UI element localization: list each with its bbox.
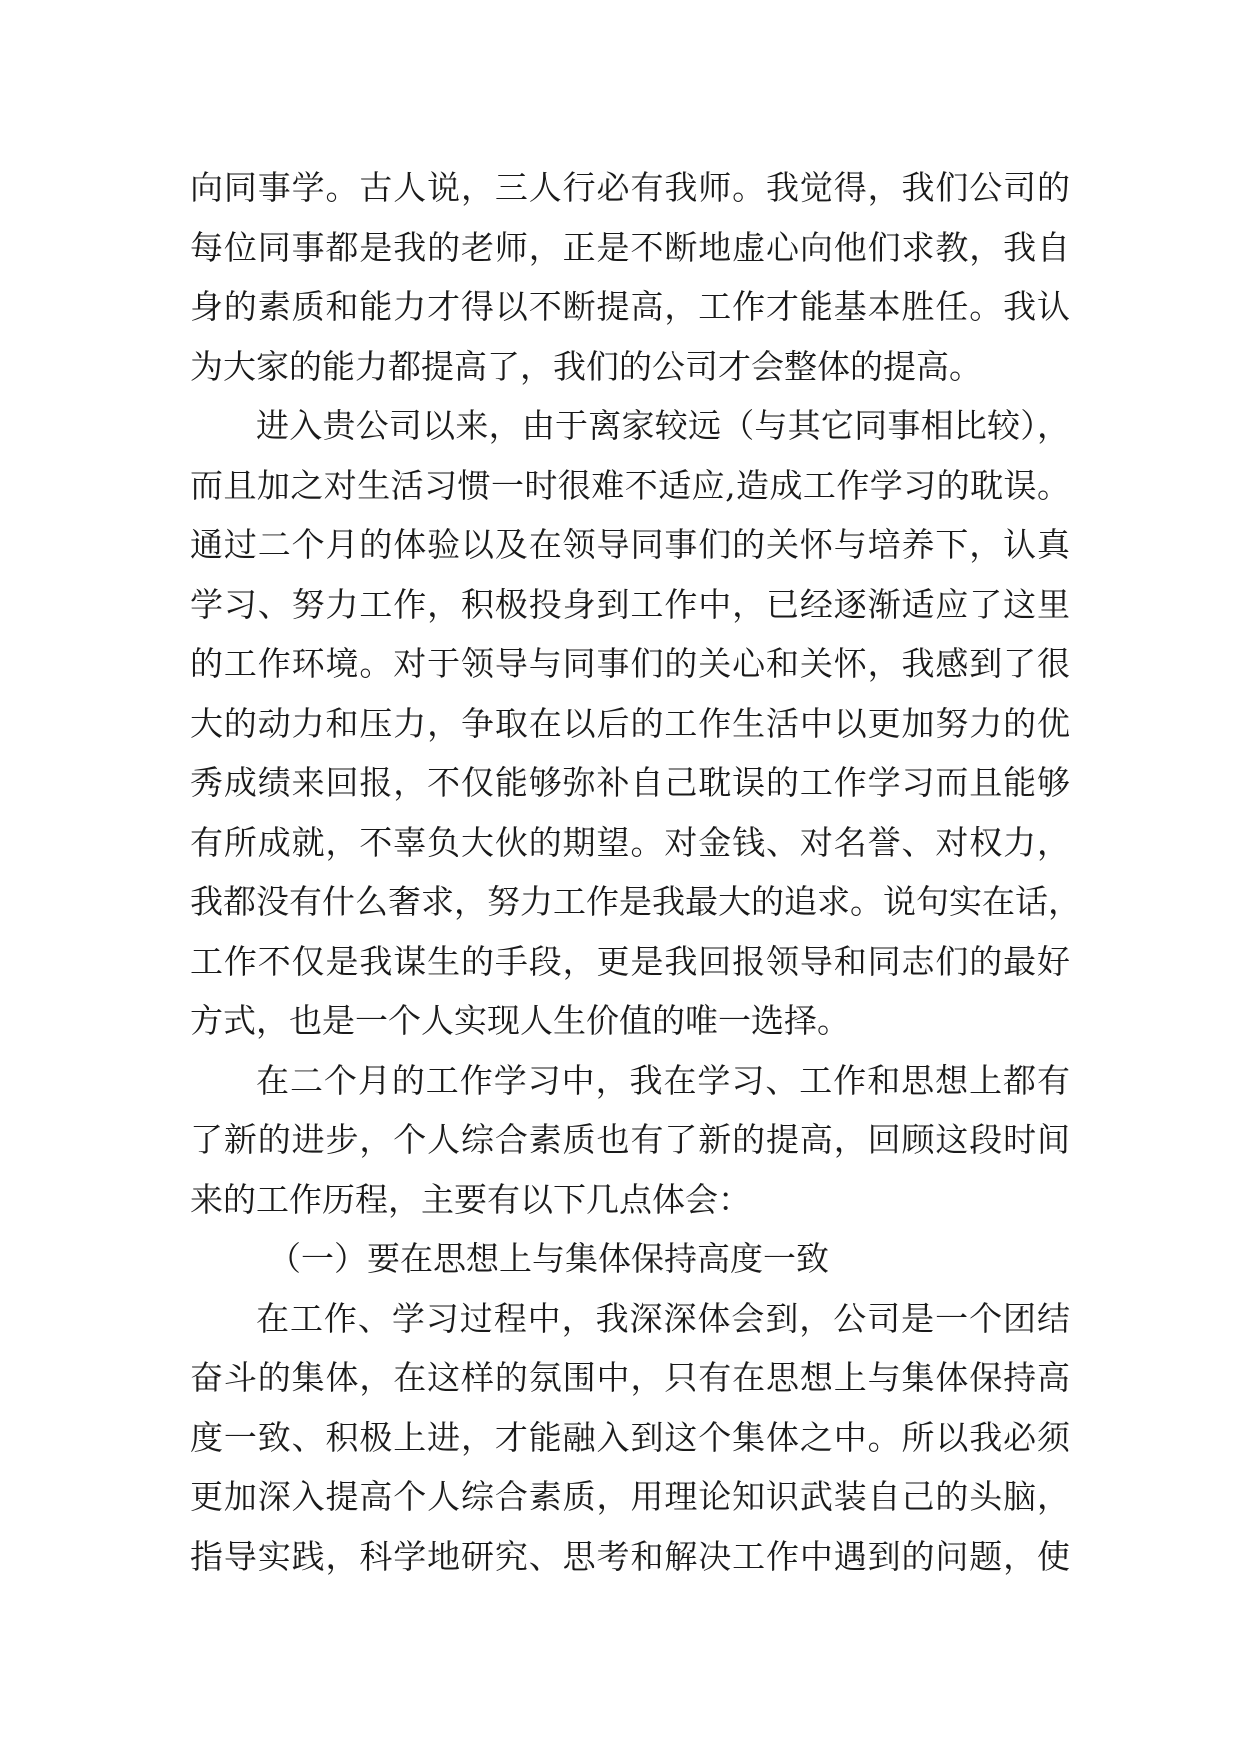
text-line: 为大家的能力都提高了，我们的公司才会整体的提高。 [190, 346, 982, 386]
text-line: 我都没有什么奢求，努力工作是我最大的追求。说句实在话， [190, 882, 1081, 921]
text-line: 奋斗的集体，在这样的氛围中，只有在思想上与集体保持高 [190, 1358, 1070, 1397]
text-line: 更加深入提高个人综合素质，用理论知识武装自己的头脑， [190, 1477, 1070, 1516]
text-line: 通过二个月的体验以及在领导同事们的关怀与培养下，认真 [190, 525, 1070, 564]
text-line: 身的素质和能力才得以不断提高，工作才能基本胜任。我认 [190, 287, 1070, 326]
text-line: 有所成就，不辜负大伙的期望。对金钱、对名誉、对权力， [190, 822, 1070, 862]
text-line: 在工作、学习过程中，我深深体会到，公司是一个团结 [256, 1298, 1070, 1338]
body-text [190, 158, 1081, 1586]
text-line: 进入贵公司以来，由于离家较远（与其它同事相比较）， [256, 406, 1070, 445]
text-line: 而且加之对生活习惯一时很难不适应,造成工作学习的耽误。 [190, 465, 1070, 505]
text-line: 度一致、积极上进，才能融入到这个集体之中。所以我必须 [190, 1417, 1070, 1457]
text-line: 向同事学。古人说，三人行必有我师。我觉得，我们公司的 [190, 168, 1070, 207]
text-line: 指导实践，科学地研究、思考和解决工作中遇到的问题，使 [190, 1536, 1070, 1576]
text-line: 每位同事都是我的老师，正是不断地虚心向他们求教，我自 [190, 227, 1070, 267]
text-line: 学习、努力工作，积极投身到工作中，已经逐渐适应了这里 [190, 584, 1070, 624]
section-heading: （一）要在思想上与集体保持高度一致 [268, 1239, 829, 1278]
text-line: 方式，也是一个人实现人生价值的唯一选择。 [190, 1001, 850, 1040]
text-line: 秀成绩来回报，不仅能够弥补自己耽误的工作学习而且能够 [190, 763, 1070, 802]
text-line: 来的工作历程，主要有以下几点体会： [190, 1179, 751, 1219]
text-line: 工作不仅是我谋生的手段，更是我回报领导和同志们的最好 [190, 941, 1070, 981]
text-line: 在二个月的工作学习中，我在学习、工作和思想上都有 [256, 1060, 1070, 1100]
text-line: 了新的进步，个人综合素质也有了新的提高，回顾这段时间 [190, 1120, 1070, 1159]
text-line: 大的动力和压力，争取在以后的工作生活中以更加努力的优 [190, 703, 1070, 743]
text-line: 的工作环境。对于领导与同事们的关心和关怀，我感到了很 [190, 644, 1070, 683]
